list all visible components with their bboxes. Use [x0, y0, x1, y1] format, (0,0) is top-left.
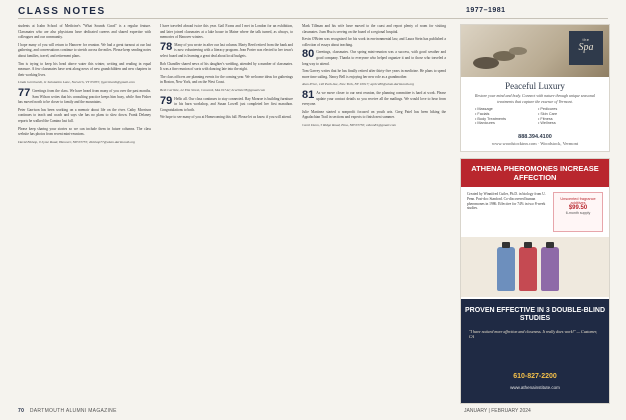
paragraph-text: Greetings, classmates. Our spring mini-reunion was a success, with good weather and good company. Thanks to everyone who helped organize it and to those who traveled a long way to attend.: [302, 50, 446, 66]
class-note-paragraph: [302, 50, 446, 67]
athena-footer-title: PROVEN EFFECTIVE IN 3 DOUBLE-BLIND STUDIES: [464, 307, 605, 322]
athena-price-box: Unscented fragrance additives $99.50 6-month supply: [553, 192, 603, 232]
ads-column: [460, 24, 610, 404]
page-footer: [18, 408, 117, 414]
class-note-paragraph: [18, 43, 151, 60]
athena-website[interactable]: www.athenainstitute.com: [510, 385, 560, 390]
page-header: [0, 0, 626, 22]
paragraph-text: I have traveled abroad twice this year. Gail Evans and I met in London for an exhibition, and later joined classmates at a lake house in Maine where the talk turned, as always, to memories of Hanover winters.: [160, 24, 293, 40]
bottle-icon: [497, 247, 515, 291]
athena-ad-text: Created by Winnifred Cutler, Ph.D. in biology from U. Penn. Post-doc Stanford. Co-discovered human pheromones in 1986. Effective for 74% in two 8-week studies.: [467, 192, 546, 211]
paragraph-text: students at Icahn School of Medicine's "What Sounds Good" is a regular feature. Classmates who are also physicians have dedicated careers and shared expertise with colleagues and our community.: [18, 24, 151, 40]
class-note-paragraph: [160, 62, 293, 73]
correspondent-signature: Linda Gernhardt, 11 Salutation Lane, Norwich, VT 05055; ljgernhardt@gmail.com: [18, 80, 135, 85]
class-note-paragraph: [18, 62, 151, 79]
paragraph-text: Rob Chandler shared news of his daughter's wedding, attended by a number of classmates. It was a fine reunion of sorts with dancing late into the night.: [160, 61, 293, 72]
spa-ad-photo: [461, 25, 609, 77]
paragraph-text: Hello all. Our class continues to stay connected. Ray Monroe is building furniture in his barn workshop, and Susan Lowell just completed her first marathon. Congratulations to both.: [160, 96, 293, 112]
paragraph-text: As we move closer to our next reunion, the planning committee is hard at work. Please update your contact details so you receive all the mailings. We would love to hear from everyone.: [302, 90, 446, 107]
paragraph-text: We hope to see many of you at Homecoming this fall. Please let us know if you will attend.: [160, 115, 292, 120]
paragraph-text: Mark Tillman and his wife have moved to the coast and report plenty of room for visiting classmates. Joan Hsu is serving on the board of a regional hospital.: [302, 24, 446, 34]
class-note-paragraph: [160, 40, 293, 60]
spa-ad-website[interactable]: www.woodstockinn.com · Woodstock, Vermont: [491, 141, 579, 146]
paragraph-text: Many of you wrote in after our last column. Marty Reed retired from the bank and is now volunteering with a literacy program. Jean Porter was elected to her town's select board and is learning a great deal about local budgets.: [160, 42, 293, 58]
notes-column-1: [18, 24, 151, 404]
spa-service-item: • Skin Care: [538, 111, 558, 116]
section-title: CLASS NOTES: [18, 6, 106, 17]
class-note-paragraph: [302, 110, 446, 121]
class-note-paragraph: [302, 24, 446, 35]
paragraph-text: Please keep sharing your stories so we can include them in future columns. The class website has photos from recent mini-reunions.: [18, 126, 151, 137]
spa-ad-headline: Peaceful Luxury: [505, 81, 565, 91]
class-year-drop-cap: 77: [18, 86, 31, 99]
class-note-paragraph: [160, 94, 293, 114]
magazine-name: DARTMOUTH ALUMNI MAGAZINE: [29, 408, 117, 414]
class-note-paragraph: [302, 88, 446, 108]
correspondent-signature: Alan Price, 140 Park Ave, New York, NY 10017; aprice80@alum.dartmouth.org: [302, 82, 415, 87]
class-years: 1977–1981: [466, 7, 506, 14]
bottle-icon: [541, 247, 559, 291]
bottle-icon: [519, 247, 537, 291]
spa-service-item: • Pedicures: [538, 107, 558, 111]
class-note-paragraph: [18, 86, 151, 106]
athena-ad[interactable]: [460, 158, 610, 404]
issue-date: JANUARY | FEBRUARY 2024: [464, 408, 531, 414]
header-rule: [18, 18, 608, 19]
athena-ad-body: [467, 192, 603, 232]
spa-service-item: • Body Treatments: [475, 116, 507, 121]
paragraph-text: Peter Garrison has been working on a memoir about life on the river. Cathy Morrison continues to teach and coach and says she has no plans to slow down. Frank Delaney reports he walked the Camino last fall.: [18, 107, 151, 123]
class-note-paragraph: [160, 75, 293, 86]
paragraph-text: I hope many of you will return to Hanover for reunion. We had a great turnout at our last gathering, and conversations continue to stretch across the miles. Please keep sending notes about families, travel, and retirement plans.: [18, 42, 151, 58]
class-note-paragraph: [302, 37, 446, 48]
paragraph-text: The class officers are planning events for the coming year. We welcome ideas for gatherings in Boston, New York, and on the West Coast.: [160, 74, 293, 85]
spa-logo: the Spa: [569, 31, 603, 65]
class-year-drop-cap: 81: [302, 88, 315, 101]
notes-column-3: [302, 24, 446, 404]
page-number: 70: [18, 408, 25, 414]
spa-ad[interactable]: [460, 24, 610, 152]
paragraph-text: Julie Martinez started a nonprofit focused on youth arts. Greg Patel has been hiking the Appalachian Trail in sections and expects to finish next summer.: [302, 109, 446, 120]
paragraph-text: Greetings from the class. We have heard from many of you over the past months. Sam Wilson writes that his consulting practice keeps him busy, while Ann Fisher has moved north to be closer to family and the mountains.: [18, 88, 151, 105]
class-note-paragraph: [302, 69, 446, 80]
spa-service-item: • Facials: [475, 111, 490, 116]
spa-ad-subhead: Restore your mind and body. Connect with nature through unique seasonal treatments that capture the essence of Vermont.: [475, 93, 595, 104]
class-note-paragraph: [160, 115, 293, 121]
spa-service-item: • Wellness: [538, 121, 556, 126]
correspondent-signature: Beth Carlisle, 22 Elm Street, Concord, MA 01742; bcarlisle78@gmail.com: [160, 87, 266, 92]
spa-ad-phone[interactable]: 888.394.4100: [518, 134, 552, 140]
stones-icon: [473, 47, 533, 71]
class-year-drop-cap: 78: [160, 40, 173, 53]
paragraph-text: Tom Garvey writes that he has finally retired after thirty-five years in medicine. He plans to spend more time sailing. Nancy Bell is enjoying her new role as a grandmother.: [302, 69, 446, 79]
paragraph-text: Kevin O'Brien was recognized for his work in environmental law, and Laura Stein has published a collection of essays about teaching.: [302, 37, 446, 47]
class-year-drop-cap: 80: [302, 48, 315, 61]
correspondent-signature: Carol Dunn, 5 Ridge Road, Etna, NH 03750; cdunn81@gmail.com: [302, 122, 397, 127]
class-note-paragraph: [160, 24, 293, 41]
athena-testimonial: "I have noticed more affection and closeness. It really does work!" — Customer, CA: [469, 329, 598, 340]
notes-column-2: [160, 24, 293, 404]
correspondent-signature: David Bishop, 9 Lyme Road, Hanover, NH 03755; dbishop77@alum.dartmouth.org: [18, 139, 136, 144]
class-note-paragraph: [18, 24, 151, 41]
athena-ad-headline: ATHENA PHEROMONES INCREASE AFFECTION: [461, 159, 609, 187]
class-note-paragraph: [18, 108, 151, 125]
class-year-drop-cap: 79: [160, 94, 173, 107]
spa-service-item: • Manicures: [475, 121, 495, 126]
spa-services-list: [475, 107, 597, 126]
athena-ad-footer: [461, 299, 609, 403]
spa-service-item: • Massage: [475, 107, 493, 111]
athena-phone[interactable]: 610-827-2200: [513, 373, 557, 380]
class-note-paragraph: [18, 127, 151, 138]
spa-service-item: • Fitness: [538, 116, 553, 121]
athena-product-photo: [461, 237, 609, 297]
paragraph-text: Tim is trying to keep his head above water this winter, writing and reading in equal measure. A few classmates have sent along news of new grandchildren and new chapters in their working lives.: [18, 61, 151, 77]
